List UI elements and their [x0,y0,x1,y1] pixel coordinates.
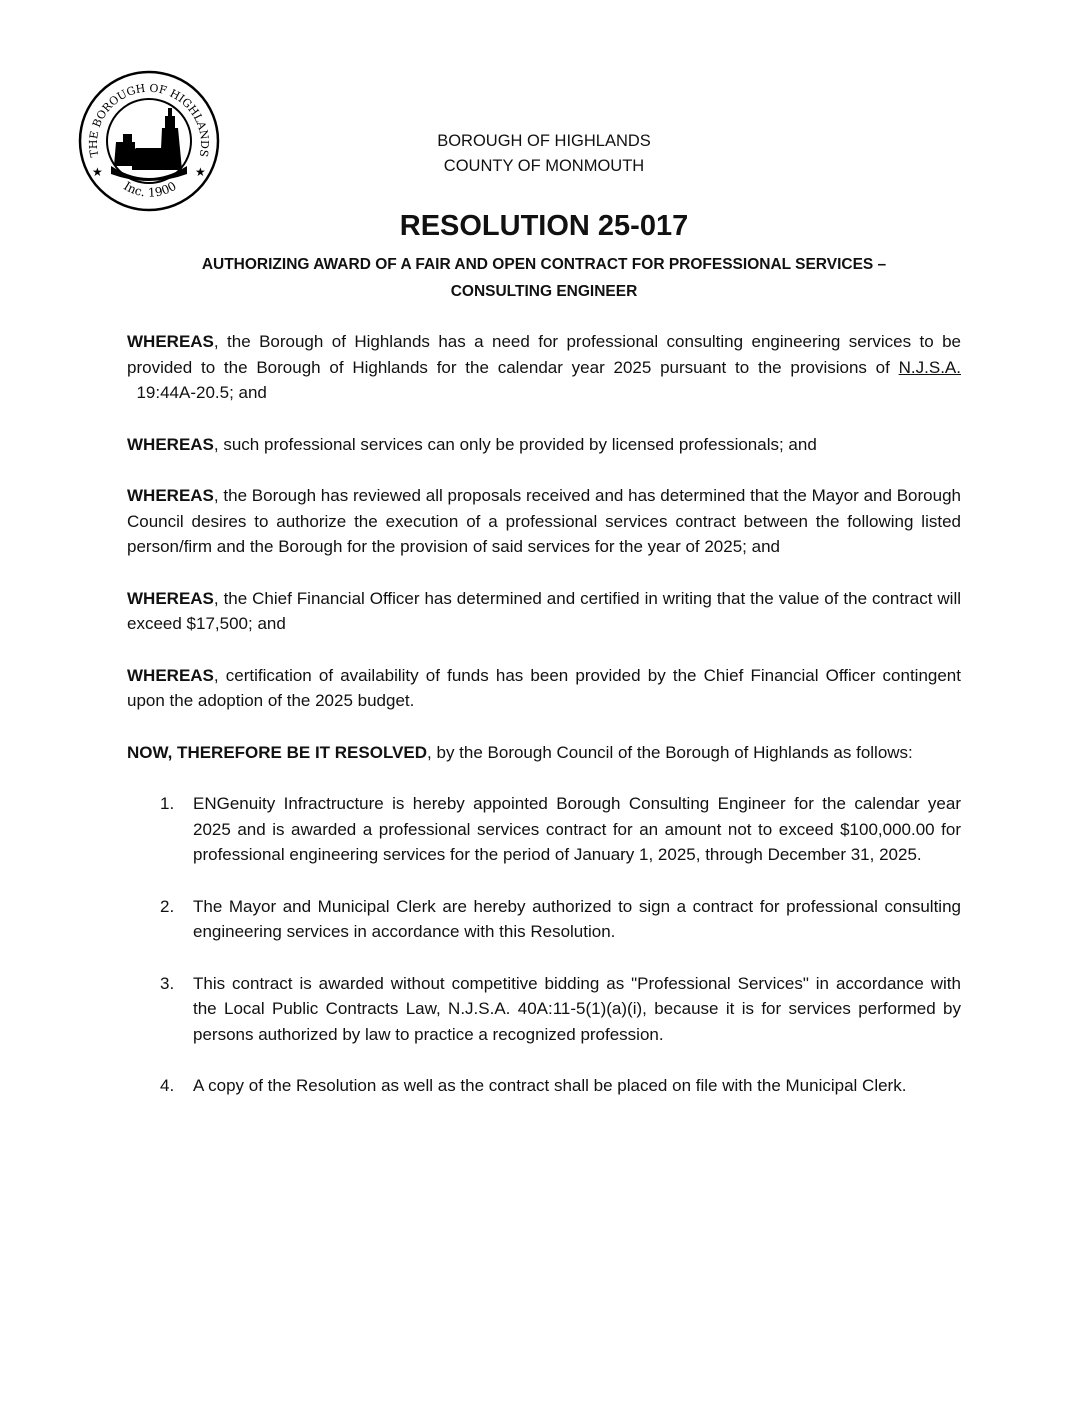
item-number: 2. [160,896,175,916]
paragraph-whereas-1 [127,329,961,406]
item-text: This contract is awarded without competitive bidding as "Professional Services" in accordance with the Local Public Contracts Law, N.J.S.A. 40A:11-5(1)(a)(i), because it is for services performed by persons authorized by law to practice a recognized profession. [193,973,961,1044]
svg-text:THE BOROUGH OF HIGHLANDS: THE BOROUGH OF HIGHLANDS [86,81,212,159]
item-text: The Mayor and Municipal Clerk are hereby authorized to sign a contract for professional consulting engineering services in accordance with this Resolution. [193,896,961,941]
svg-text:★: ★ [92,165,103,179]
text: , certification of availability of funds has been provided by the Chief Financial Officer contingent upon the adoption of the 2025 budget. [127,665,961,710]
header-borough: BOROUGH OF HIGHLANDS [437,132,651,150]
list-item [127,971,961,1048]
subtitle: AUTHORIZING AWARD OF A FAIR AND OPEN CONTRACT FOR PROFESSIONAL SERVICES – CONSULTING ENGINEER [201,256,887,300]
list-item [127,894,961,945]
list-item [127,1073,961,1099]
page-title: RESOLUTION 25-017 [399,210,689,242]
lead: WHEREAS [127,588,214,608]
item-number: 3. [160,973,175,993]
statute-ref: N.J.S.A. [898,357,961,377]
paragraph-whereas-2 [127,432,961,458]
text: , by the Borough Council of the Borough of Highlands as follows: [427,742,913,762]
resolution-body [127,329,961,1125]
svg-text:★: ★ [195,165,206,179]
text: , such professional services can only be provided by licensed professionals; and [213,434,817,454]
paragraph-resolved [127,740,961,766]
lead: WHEREAS [127,486,214,505]
header-county: COUNTY OF MONMOUTH [443,157,645,175]
item-text: ENGenuity Infractructure is hereby appointed Borough Consulting Engineer for the calendar year 2025 and is awarded a professional services contract for an amount not to exceed $100,000.00 for professional engineering services for the period of January 1, 2025, through December 31, 2025. [193,794,961,864]
paragraph-whereas-4 [127,586,961,637]
svg-text:Inc. 1900: Inc. 1900 [121,178,179,200]
lead: WHEREAS [127,434,214,454]
resolution-items [127,791,961,1099]
text: , the Chief Financial Officer has determined and certified in writing that the value of the contract will exceed $17,500; and [127,588,961,633]
text: 19:44A-20.5; and [127,383,267,402]
lead: WHEREAS [127,332,214,351]
paragraph-whereas-5 [127,663,961,714]
paragraph-whereas-3 [127,483,961,560]
item-number: 4. [160,1076,175,1095]
text: , the Borough has reviewed all proposals received and has determined that the Mayor and Borough Council desires to authorize the execution of a professional services contract between the following listed person/firm and the Borough for the provision of said services for the year of 2025; and [127,486,961,556]
item-number: 1. [160,794,175,813]
item-text: A copy of the Resolution as well as the contract shall be placed on file with the Municipal Clerk. [193,1076,907,1095]
text: , the Borough of Highlands has a need for professional consulting engineering services to be provided to the Borough of Highlands for the calendar year 2025 pursuant to the provisions of [127,332,961,377]
list-item [127,791,961,868]
lead: NOW, THEREFORE BE IT RESOLVED [127,742,428,762]
lead: WHEREAS [127,665,214,685]
